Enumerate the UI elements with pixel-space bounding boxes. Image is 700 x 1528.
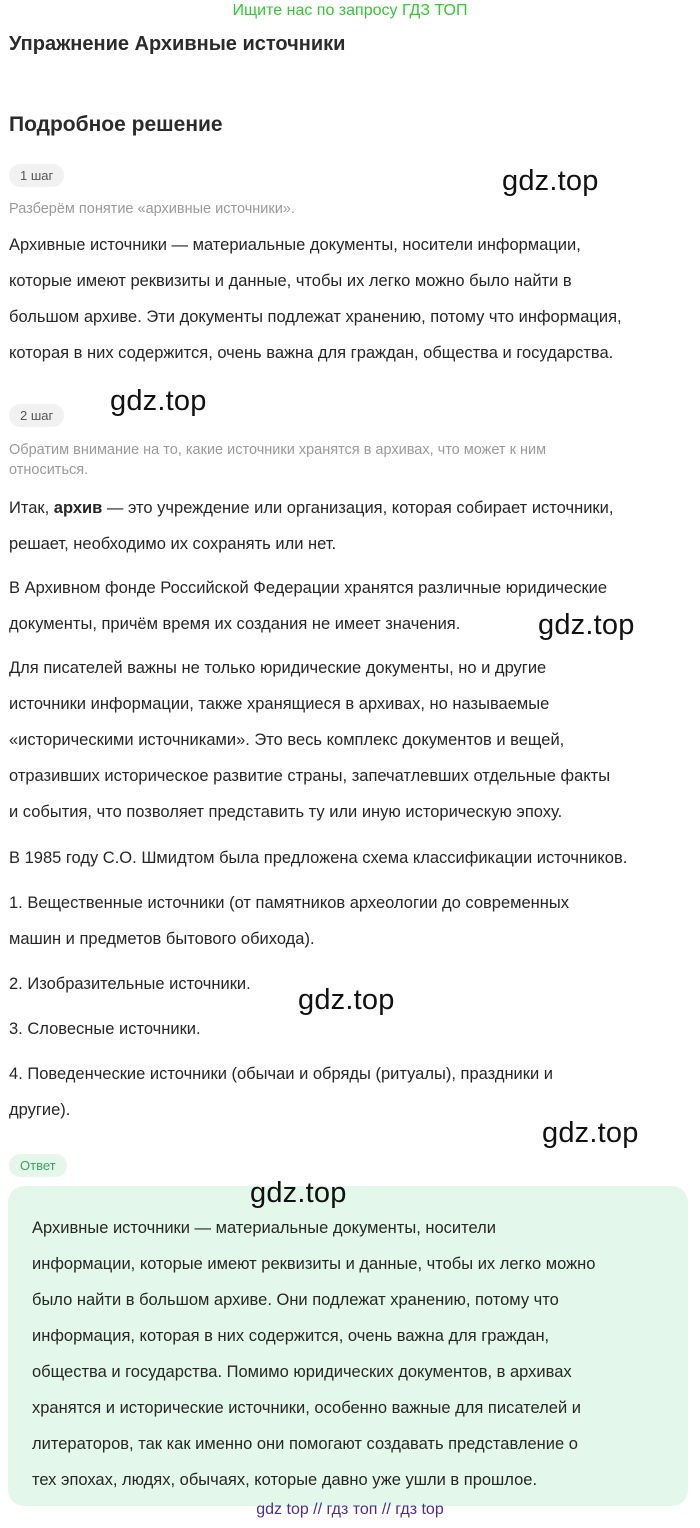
watermark: gdz.top: [298, 984, 395, 1016]
text-line: другие).: [9, 1101, 71, 1119]
step-2-paragraph-3: [9, 650, 699, 830]
text-line: Архивные источники — материальные документы, носители информации,: [9, 236, 581, 254]
answer-badge: Ответ: [9, 1154, 67, 1177]
text-line: которая в них содержится, очень важна для граждан, общества и государства.: [9, 344, 614, 362]
page-title: Упражнение Архивные источники: [9, 33, 346, 55]
footer-link-gdz-top-mixed[interactable]: гдз top: [395, 1501, 444, 1518]
text-line: В Архивном фонде Российской Федерации хранятся различные юридические: [9, 579, 608, 597]
step-1-hint: Разберём понятие «архивные источники».: [9, 201, 295, 217]
text-line: отразивших историческое развитие страны, запечатлевших отдельные факты: [9, 767, 611, 785]
step-1-badge: 1 шаг: [9, 164, 64, 187]
footer-link-gdz-top[interactable]: gdz top: [256, 1501, 309, 1518]
step-2-paragraph-1: [9, 490, 699, 562]
text-line: информация, которая в них содержится, очень важна для граждан,: [32, 1327, 550, 1345]
classification-list-item-1: [9, 885, 699, 957]
text-fragment: Итак,: [9, 499, 54, 517]
classification-list-item-2: 2. Изобразительные источники.: [9, 975, 251, 993]
footer-link-gdz-top-ru[interactable]: гдз топ: [326, 1501, 378, 1518]
text-line: литераторов, так как именно они помогают создавать представление о: [32, 1435, 578, 1453]
step-1-text: [9, 227, 699, 371]
text-line: тех эпохах, людях, обычаях, которые давно уже ушли в прошлое.: [32, 1471, 538, 1489]
answer-text: [32, 1210, 672, 1498]
text-line: «историческими источниками». Это весь комплекс документов и вещей,: [9, 731, 565, 749]
text-line: хранятся и исторические источники, особенно важные для писателей и: [32, 1399, 581, 1417]
text-line: общества и государства. Помимо юридических документов, в архивах: [32, 1363, 572, 1381]
step-2-paragraph-4: В 1985 году С.О. Шмидтом была предложена схема классификации источников.: [9, 849, 628, 867]
step-2-badge: 2 шаг: [9, 404, 64, 427]
step-2-container: [9, 404, 64, 427]
text-line: источники информации, также хранящиеся в архивах, но называемые: [9, 695, 550, 713]
footer-links: [0, 1501, 700, 1519]
text-line: и события, что позволяет представить ту или иную историческую эпоху.: [9, 803, 563, 821]
text-line: 4. Поведенческие источники (обычаи и обряды (ритуалы), праздники и: [9, 1065, 554, 1083]
text-line: Архивные источники — материальные документы, носители: [32, 1219, 496, 1237]
text-line: решает, необходимо их сохранять или нет.: [9, 535, 337, 553]
bold-term: архив: [53, 499, 103, 517]
text-line: было найти в большом архиве. Они подлежат хранению, потому что: [32, 1291, 559, 1309]
text-line: [9, 490, 699, 526]
classification-list-item-3: 3. Словесные источники.: [9, 1020, 201, 1038]
step-2-hint: [9, 440, 699, 480]
text-line: Для писателей важны не только юридические документы, но и другие: [9, 659, 547, 677]
footer-separator: //: [377, 1501, 396, 1518]
watermark: gdz.top: [110, 385, 207, 417]
watermark: gdz.top: [502, 165, 599, 197]
section-title: Подробное решение: [9, 113, 223, 136]
hint-line: Обратим внимание на то, какие источники хранятся в архивах, что может к ним: [9, 442, 547, 458]
watermark: gdz.top: [542, 1117, 639, 1149]
footer-separator: //: [308, 1501, 327, 1518]
watermark: gdz.top: [250, 1177, 347, 1209]
text-line: которые имеют реквизиты и данные, чтобы их легко можно было найти в: [9, 272, 572, 290]
text-line: 1. Вещественные источники (от памятников археологии до современных: [9, 894, 569, 912]
text-line: документы, причём время их создания не имеет значения.: [9, 615, 461, 633]
answer-container: [9, 1154, 67, 1177]
step-1-container: [9, 164, 64, 187]
hint-line: относиться.: [9, 462, 89, 478]
promo-banner[interactable]: Ищите нас по запросу ГДЗ ТОП: [232, 2, 468, 19]
text-fragment: — это учреждение или организация, которая собирает источники,: [102, 499, 614, 517]
text-line: информации, которые имеют реквизиты и данные, чтобы их легко можно: [32, 1255, 596, 1273]
text-line: большом архиве. Эти документы подлежат хранению, потому что информация,: [9, 308, 622, 326]
watermark: gdz.top: [538, 609, 635, 641]
text-line: машин и предметов бытового обихода).: [9, 930, 315, 948]
